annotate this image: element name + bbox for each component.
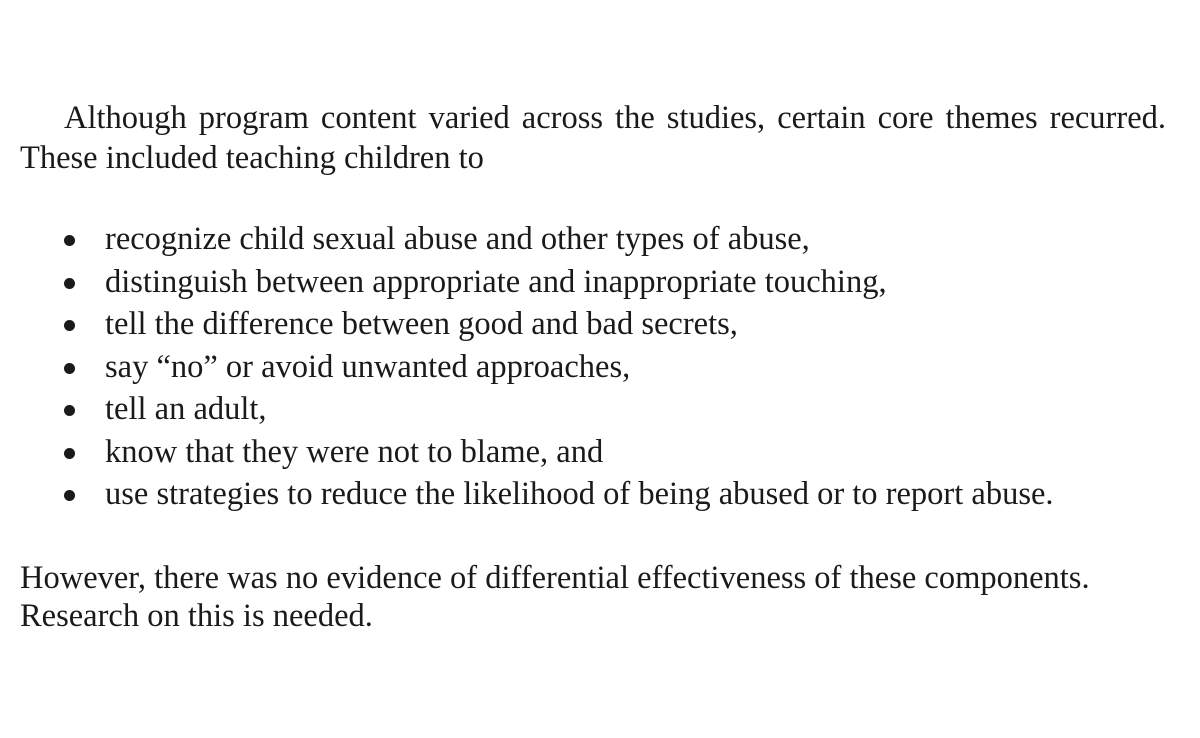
bullet-icon: [64, 448, 75, 459]
closing-line-2: Research on this is needed.: [20, 597, 373, 634]
list-item: [20, 218, 1166, 261]
list-item: [20, 388, 1166, 431]
closing-line-1: However, there was no evidence of differential effectiveness of these components.: [20, 559, 1090, 596]
document-body: [20, 98, 1166, 635]
themes-list: [20, 218, 1166, 516]
list-item: [20, 473, 1166, 516]
list-item-text: tell an adult,: [105, 391, 267, 427]
list-item-text: tell the difference between good and bad secrets,: [105, 306, 738, 342]
closing-paragraph: [20, 559, 1166, 635]
bullet-icon: [64, 490, 75, 501]
list-item-text: use strategies to reduce the likelihood of being abused or to report abuse.: [105, 476, 1054, 512]
intro-paragraph: Although program content varied across the studies, certain core themes recurred. These included teaching children to: [20, 100, 1166, 176]
list-item-text: say “no” or avoid unwanted approaches,: [105, 348, 631, 385]
list-item-text: distinguish between appropriate and inappropriate touching,: [105, 263, 887, 300]
list-item: [20, 303, 1166, 346]
bullet-icon: [64, 320, 75, 331]
bullet-icon: [64, 363, 75, 374]
list-item-text: recognize child sexual abuse and other types of abuse,: [105, 221, 810, 257]
bullet-icon: [64, 278, 75, 289]
list-item-text: know that they were not to blame, and: [105, 433, 604, 470]
list-item: [20, 431, 1166, 474]
bullet-icon: [64, 235, 75, 246]
list-item: [20, 261, 1166, 304]
list-item: [20, 346, 1166, 389]
bullet-icon: [64, 405, 75, 416]
